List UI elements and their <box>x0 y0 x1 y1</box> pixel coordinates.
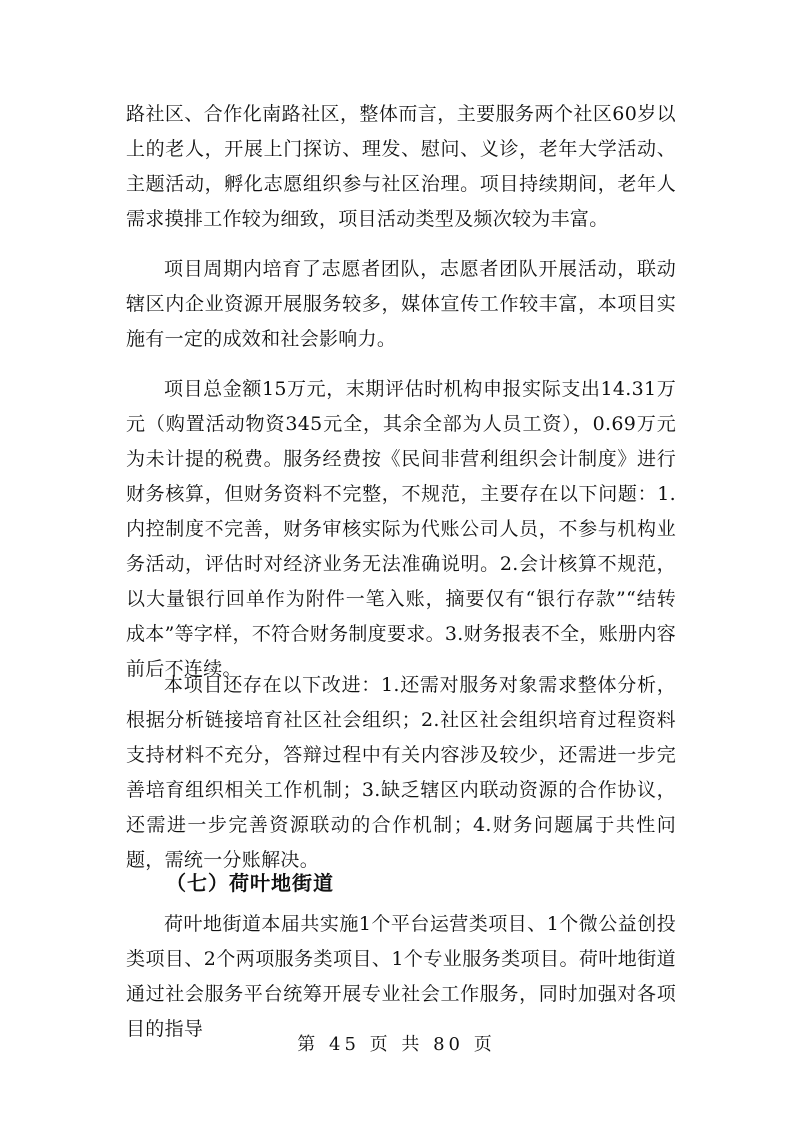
paragraph-improvements <box>126 668 676 878</box>
paragraph-finance <box>126 372 676 687</box>
paragraph-volunteers <box>126 252 676 357</box>
paragraph-4-text: 本项目还存在以下改进：1.还需对服务对象需求整体分析，根据分析链接培育社区社会组织；2.社区社会组织培育过程资料支持材料不充分，答辩过程中有关内容涉及较少，还需进一步完善培育组织相关工作机制；3.缺乏辖区内联动资源的合作协议，还需进一步完善资源联动的合作机制；4.财务问题属于共性问题，需统一分账解决。 <box>126 674 676 871</box>
paragraph-continuation <box>126 97 676 237</box>
page-number-footer: 第 45 页 共 80 页 <box>297 1034 496 1055</box>
paragraph-3-text: 项目总金额15万元，末期评估时机构申报实际支出14.31万元（购置活动物资345元全，其余全部为人员工资），0.69万元为未计提的税费。服务经费按《民间非营利组织会计制度》进行财务核算，但财务资料不完整，不规范，主要存在以下问题：1.内控制度不完善，财务审核实际为代账公司人员，不参与机构业务活动，评估时对经济业务无法准确说明。2.会计核算不规范，以大量银行回单作为附件一笔入账，摘要仅有“银行存款”“结转成本”等字样，不符合财务制度要求。3.财务报表不全，账册内容前后不连续。 <box>126 378 676 680</box>
paragraph-section-intro <box>126 907 676 1047</box>
paragraph-5-text: 荷叶地街道本届共实施1个平台运营类项目、1个微公益创投类项目、2个两项服务类项目、1个专业服务类项目。荷叶地街道通过社会服务平台统筹开展专业社会工作服务，同时加强对各项目的指导 <box>126 913 676 1040</box>
paragraph-1-text: 路社区、合作化南路社区，整体而言，主要服务两个社区60岁以上的老人，开展上门探访、理发、慰问、义诊，老年大学活动、主题活动，孵化志愿组织参与社区治理。项目持续期间，老年人需求摸排工作较为细致，项目活动类型及频次较为丰富。 <box>126 103 676 230</box>
section-heading: （七）荷叶地街道 <box>166 871 334 895</box>
paragraph-2-text: 项目周期内培育了志愿者团队，志愿者团队开展活动，联动辖区内企业资源开展服务较多，媒体宣传工作较丰富，本项目实施有一定的成效和社会影响力。 <box>126 258 676 350</box>
